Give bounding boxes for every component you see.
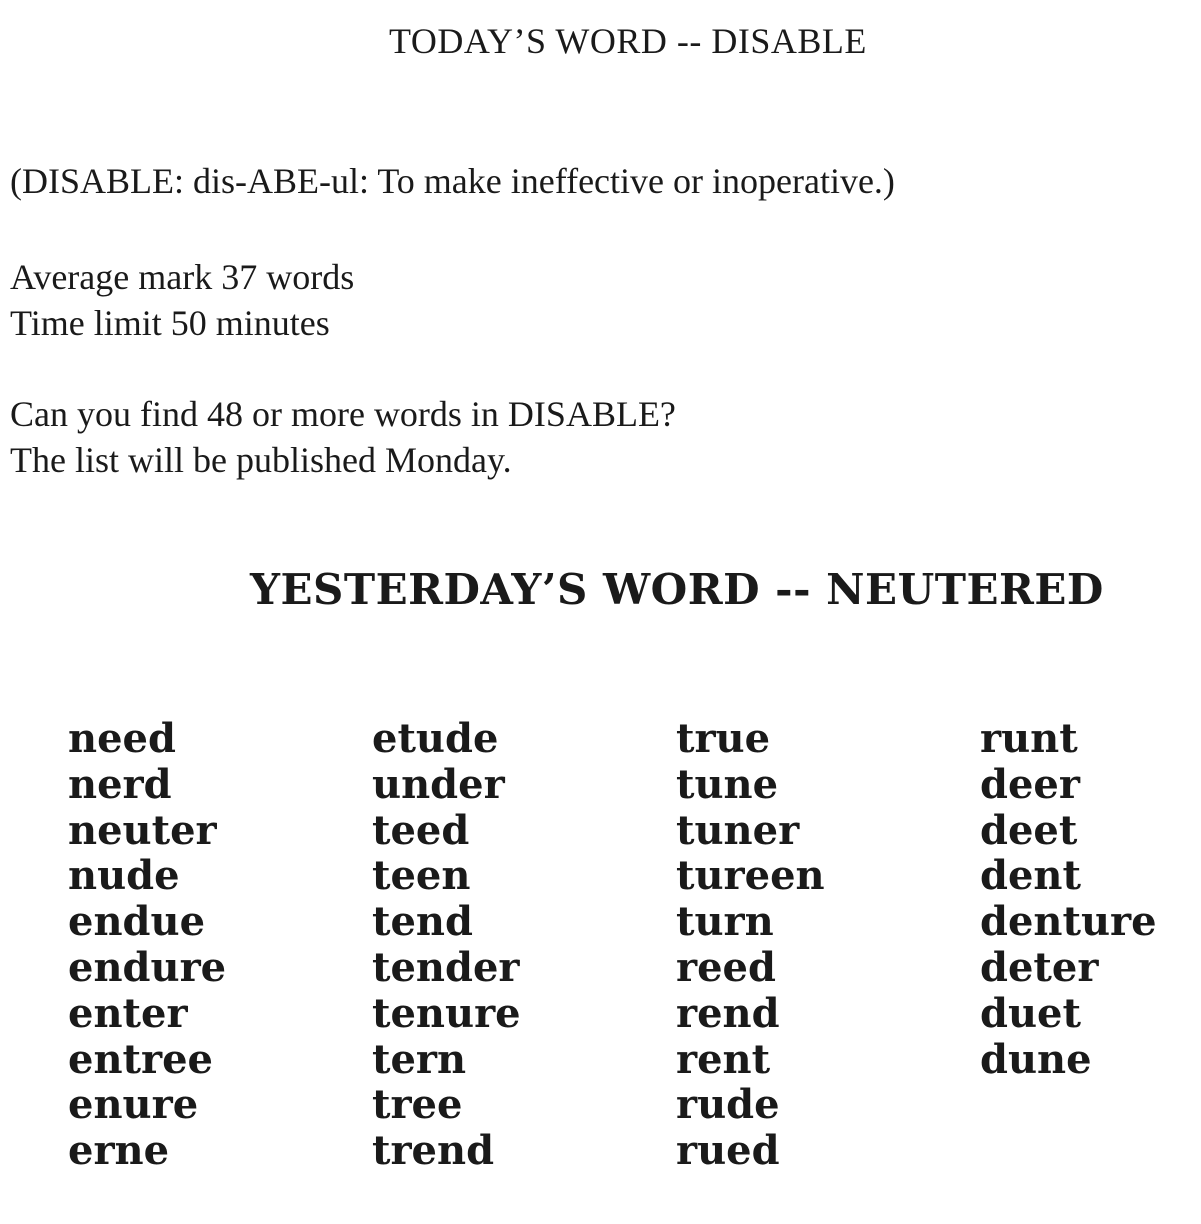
answer-word: nerd <box>68 760 172 808</box>
answer-word: dune <box>980 1035 1092 1083</box>
answer-word: denture <box>980 898 1157 946</box>
answer-word: duet <box>980 989 1081 1037</box>
answer-word: tree <box>372 1081 463 1129</box>
answer-word: rued <box>676 1127 780 1175</box>
yesterdays-word-title: YESTERDAY’S WORD -- NEUTERED <box>250 565 1104 614</box>
answer-word: nude <box>68 852 180 900</box>
answer-word: endure <box>68 943 227 991</box>
answer-word: neuter <box>68 806 217 854</box>
answer-word: deter <box>980 943 1099 991</box>
answer-word: erne <box>68 1127 170 1175</box>
answer-word: teen <box>372 852 471 900</box>
answer-word: tern <box>372 1035 467 1083</box>
answer-word: deet <box>980 806 1078 854</box>
answer-word: deer <box>980 760 1080 808</box>
answer-word: under <box>372 760 505 808</box>
answer-word: tureen <box>676 852 825 900</box>
answer-word: tenure <box>372 989 521 1037</box>
answer-word: dent <box>980 852 1081 900</box>
answer-word: tune <box>676 760 779 808</box>
answer-word: rend <box>676 989 780 1037</box>
average-mark: Average mark 37 words <box>10 257 355 297</box>
answer-word: reed <box>676 943 776 991</box>
answer-word: tender <box>372 943 520 991</box>
word-definition: (DISABLE: dis-ABE-ul: To make ineffective or inoperative.) <box>10 161 895 201</box>
time-limit: Time limit 50 minutes <box>10 303 330 343</box>
answer-word: rent <box>676 1035 771 1083</box>
challenge-text: Can you find 48 or more words in DISABLE? <box>10 394 676 434</box>
word-column-2 <box>372 716 662 1174</box>
todays-word-title: TODAY’S WORD -- DISABLE <box>389 21 867 61</box>
answer-word: true <box>676 715 771 762</box>
answer-word: etude <box>372 715 499 762</box>
answer-word: entree <box>68 1035 213 1083</box>
answer-word-list <box>68 716 1188 1186</box>
publish-note: The list will be published Monday. <box>10 440 512 480</box>
answer-word: runt <box>980 715 1078 762</box>
answer-word: enter <box>68 989 188 1037</box>
answer-word: tuner <box>676 806 800 854</box>
answer-word: endue <box>68 898 206 946</box>
answer-word: rude <box>676 1081 780 1129</box>
answer-word: enure <box>68 1081 199 1129</box>
word-column-3 <box>676 716 966 1174</box>
answer-word: need <box>68 715 176 762</box>
answer-word: turn <box>676 898 774 946</box>
answer-word: tend <box>372 898 473 946</box>
answer-word: teed <box>372 806 470 854</box>
answer-word: trend <box>372 1127 495 1175</box>
word-column-4 <box>980 716 1201 1082</box>
word-column-1 <box>68 716 358 1174</box>
